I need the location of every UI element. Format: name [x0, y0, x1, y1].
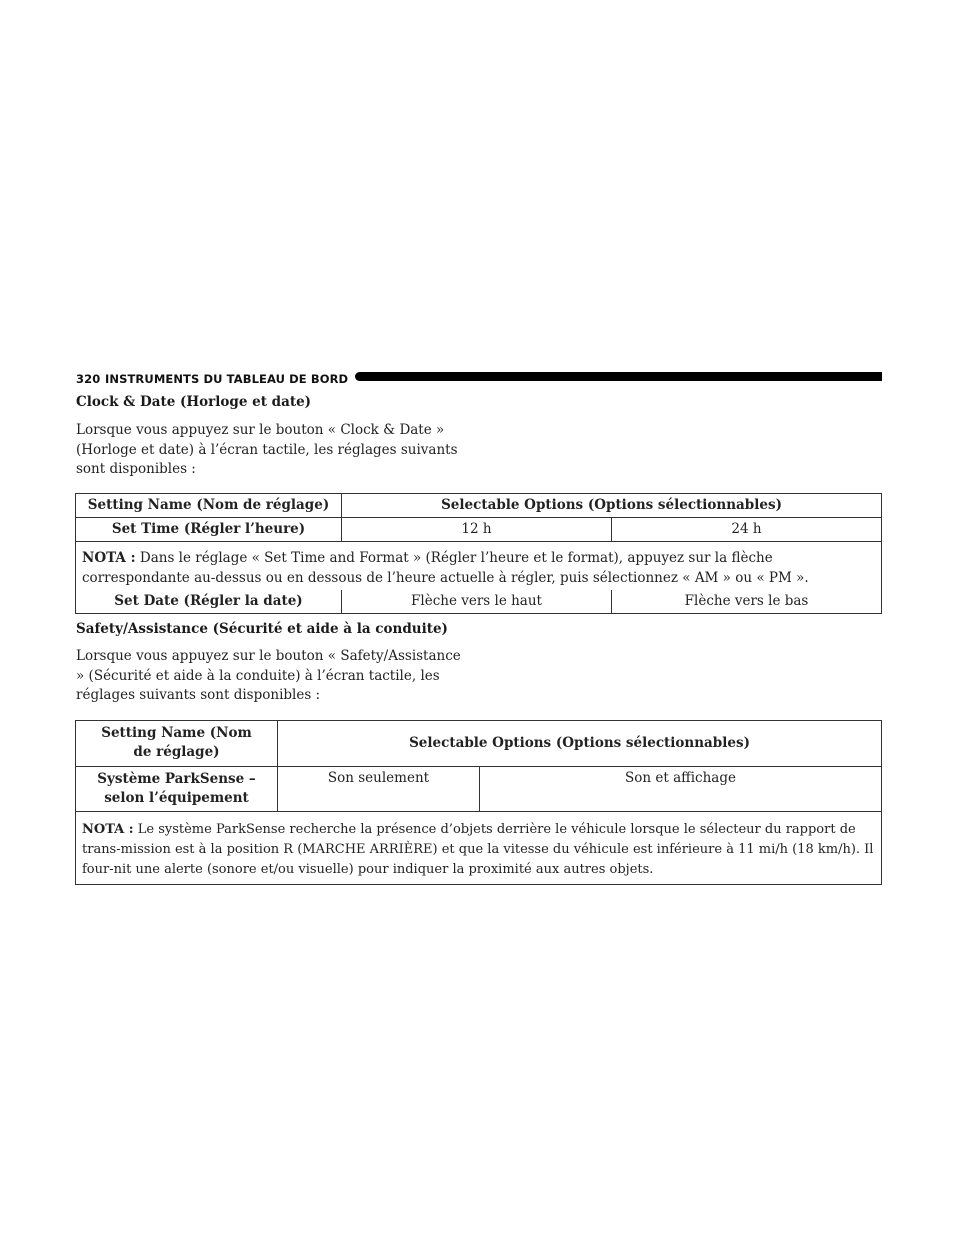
option-cell: Flèche vers le bas [612, 590, 882, 614]
note-row [76, 542, 882, 591]
col-header-options: Selectable Options (Options sélectionnables) [342, 494, 882, 518]
safety-assistance-paragraph: Lorsque vous appuyez sur le bouton « Safety/Assistance » (Sécurité et aide à la conduite) à l’écran tactile, les réglages suivants sont disponibles : [76, 648, 461, 703]
note-cell [76, 542, 882, 591]
note-text: Le système ParkSense recherche la présence d’objets derrière le véhicule lorsque le sélecteur du rapport de trans-mission est à la position R (MARCHE ARRIÈRE) et que la vitesse du véhicule est inférieure à 11 mi/h (18 km/h). Il four-nit une alerte (sonore et/ou visuelle) pour indiquer la proximité aux autres objets. [82, 822, 874, 877]
clock-date-heading: Clock & Date (Horloge et date) [76, 394, 312, 410]
table-row [76, 767, 882, 812]
setting-name-cell: Set Date (Régler la date) [76, 590, 342, 614]
table-row [76, 518, 882, 542]
option-cell: 12 h [342, 518, 612, 542]
col-header-options: Selectable Options (Options sélectionnables) [278, 721, 882, 767]
note-cell [76, 812, 882, 885]
table-row [76, 590, 882, 614]
col-header-setting: Setting Name (Nom de réglage) [76, 721, 278, 767]
option-cell: Son seulement [278, 767, 480, 812]
page-number: 320 [76, 372, 101, 386]
note-row [76, 812, 882, 885]
option-cell: Flèche vers le haut [342, 590, 612, 614]
section-title: INSTRUMENTS DU TABLEAU DE BORD [105, 372, 349, 386]
option-cell: Son et affichage [480, 767, 882, 812]
clock-date-paragraph: Lorsque vous appuyez sur le bouton « Clock & Date » (Horloge et date) à l’écran tactile, les réglages suivants sont disponibles : [76, 422, 458, 477]
setting-name-cell: Système ParkSense – selon l’équipement [76, 767, 278, 812]
note-text: Dans le réglage « Set Time and Format » (Régler l’heure et le format), appuyez sur la flèche correspondante au-dessus ou en dessous de l’heure actuelle à régler, puis sélectionnez « AM » ou « PM ». [82, 550, 809, 586]
table-header-row [76, 721, 882, 767]
clock-date-table [75, 493, 882, 614]
table-header-row [76, 494, 882, 518]
note-label: NOTA : [82, 822, 134, 837]
setting-name-cell: Set Time (Régler l’heure) [76, 518, 342, 542]
page-header [76, 370, 882, 388]
safety-assistance-heading: Safety/Assistance (Sécurité et aide à la conduite) [76, 621, 448, 637]
header-rule [355, 372, 882, 381]
option-cell: 24 h [612, 518, 882, 542]
safety-assistance-table [75, 720, 882, 885]
note-label: NOTA : [82, 550, 136, 566]
col-header-setting: Setting Name (Nom de réglage) [76, 494, 342, 518]
